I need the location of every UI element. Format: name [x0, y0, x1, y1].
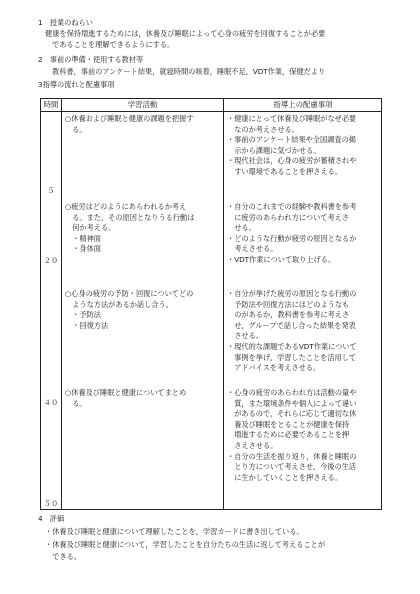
notes-line: に生かしていくことを押さえる。 — [227, 472, 343, 482]
section-4-line-3: できる。 — [45, 552, 81, 561]
notes-line: ・現代社会は，心身の疲労が蓄積されや — [227, 156, 357, 166]
notes-line: 示から課題に気づかせる。 — [227, 145, 321, 155]
activity-line: ○心身の疲労の予防・回復についてどの — [65, 289, 194, 298]
notes-line: ・心身の疲労のあらわれ方は活動の量や — [227, 388, 357, 397]
notes-line: 事例を挙げ，学習したことを活用して — [227, 352, 357, 362]
notes-line: さえさせる。 — [227, 441, 278, 450]
section-2-line-1: 教科書，事前のアンケート結果，就寝時間の咳着，睡眠不足，VDT作業，保健だより — [52, 67, 326, 76]
notes-line: アドバイスを考えさせる。 — [227, 363, 321, 373]
notes-line: なのか考えさせる。 — [227, 124, 299, 134]
activity-line: ○休養および睡眠と健康の課題を把握す — [65, 114, 194, 123]
section-1-line-2: であることを理解できるようにする。 — [52, 40, 175, 49]
time-marker-50: ５０ — [43, 499, 59, 508]
activity-line: る。 — [65, 398, 87, 408]
notes-line: ・自分が挙げた疲労の原因となる行動の — [227, 289, 357, 298]
header-notes: 指導上の配慮事項 — [273, 100, 333, 109]
notes-line: させる。 — [227, 331, 263, 341]
activity-line: ○休養及び睡眠と健康についてまとめ — [65, 388, 187, 397]
section-4-line-1: ・休養及び睡眠と健康について理解したことを，学習カードに書き出している。 — [45, 527, 304, 536]
notes-line: ・VDT作業について取り上げる。 — [227, 255, 336, 264]
notes-line: すい環境であることを押さえる。 — [227, 167, 343, 176]
section-4-line-2: ・休養及び睡眠と健康について，学習したことを自分たちの生活に返して考えることが — [45, 540, 326, 549]
notes-line: 増進するために必要であることを押 — [227, 430, 350, 440]
notes-line: ・自分の生活を振り返り，休養と睡眠の — [227, 451, 357, 461]
notes-line: があるので，それらに応じて適切な休 — [227, 409, 357, 419]
notes-line: のがあるか，教科書を参考に考えさ — [227, 310, 350, 320]
notes-line: 養及び睡眠をとることが健康を保持 — [227, 419, 350, 429]
activity-line: ・予防法 — [65, 310, 101, 320]
notes-line: ・健康にとって休養及び睡眠がなぜ必要 — [227, 114, 357, 123]
activity-line: 何か考える。 — [65, 223, 116, 233]
section-1-heading: 1 授業のねらい — [38, 18, 93, 27]
notes-line: せる。 — [227, 223, 256, 233]
notes-line: 質，また環境条件や個人によって違い — [227, 398, 357, 408]
notes-line: ・現代的な課題であるVDT作業について — [227, 342, 357, 351]
time-marker-40: ４０ — [43, 398, 59, 407]
activity-line: ・精神面 — [65, 233, 101, 243]
section-1-line-1: 健康を保持増進するためには，休養及び睡眠によって心身の疲労を回復することが必要 — [45, 29, 326, 38]
notes-line: ・事前のアンケート結果や全国調査の掲 — [227, 135, 356, 145]
header-activity: 学習活動 — [127, 100, 158, 109]
time-marker-20: ２０ — [43, 256, 59, 265]
activity-line: ○疲労はどのようにあらわれるか考え — [65, 202, 187, 211]
notes-line: 考えさせる。 — [227, 244, 278, 254]
time-marker-5: ５ — [47, 186, 55, 195]
notes-line: ・自分のこれまでの経験や教科書を参考 — [227, 202, 357, 211]
activity-line: ・身体面 — [65, 244, 101, 254]
section-3-heading: 3指導の流れと配慮事項 — [38, 80, 115, 89]
notes-line: ・どのような行動が疲労の原因となるか — [227, 233, 357, 243]
section-2-heading: 2 事前の準備・使用する教材等 — [38, 55, 144, 64]
activity-line: る。また，その原因となりうる行動は — [65, 212, 195, 222]
notes-line: に疲労のあらわれ方について考えさ — [227, 212, 350, 222]
notes-line: 予防法や回復方法にはどのようなも — [227, 299, 350, 309]
notes-line: せ，グループで話し合った結果を発表 — [227, 320, 356, 330]
lesson-flow-table — [40, 98, 382, 510]
activity-line: ような方法があるか話し合う。 — [65, 299, 173, 309]
section-4-heading: 4 評価 — [38, 514, 65, 523]
notes-line: とり方について考えさせ，今後の生活 — [227, 462, 357, 472]
activity-line: る。 — [65, 124, 87, 134]
header-time: 時間 — [43, 100, 59, 109]
activity-line: ・回復方法 — [65, 320, 109, 330]
